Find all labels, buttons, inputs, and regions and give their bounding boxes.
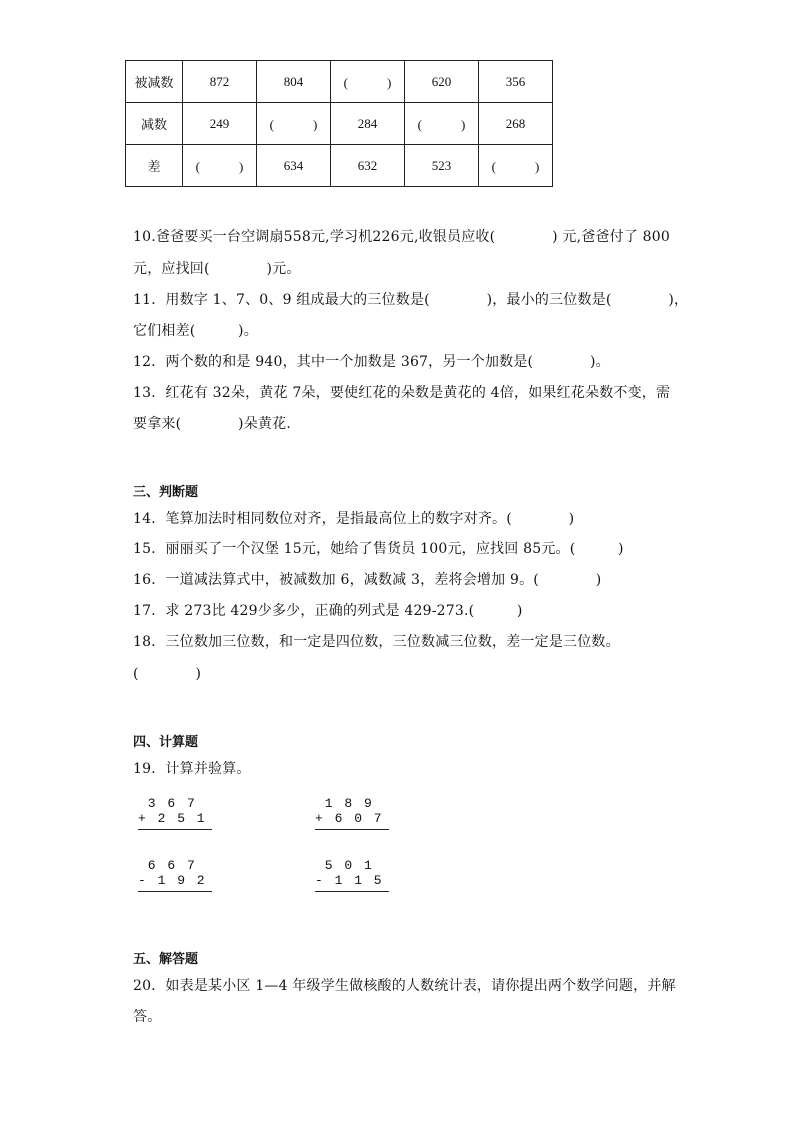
answer-blank[interactable]: ( ) — [479, 145, 553, 187]
section-heading-judgment: 三、判断题 — [133, 485, 199, 500]
calc-bottom-number: - 1 1 5 — [315, 873, 384, 888]
table-cell: 632 — [331, 145, 405, 187]
calc-bottom-number: - 1 9 2 — [138, 873, 207, 888]
question-13-line-1: 13．红花有 32朵，黄花 7朵，要使红花的朵数是黄花的 4倍，如果红花朵数不变，需 — [133, 385, 671, 401]
answer-blank[interactable]: ( ) — [183, 145, 257, 187]
vertical-calculation — [138, 858, 212, 892]
question-17: 17．求 273比 429少多少，正确的列式是 429-273.( ) — [133, 603, 523, 619]
calc-bottom-number: + 2 5 1 — [138, 811, 207, 826]
answer-blank[interactable]: ( ) — [257, 103, 331, 145]
table-row — [126, 103, 553, 145]
question-15: 15．丽丽买了一个汉堡 15元，她给了售货员 100元，应找回 85元。( ) — [133, 541, 624, 557]
calc-top-number: 3 6 7 — [138, 796, 197, 811]
calc-rule — [315, 891, 389, 892]
vertical-calculation — [138, 796, 212, 830]
calc-top-number: 1 8 9 — [315, 796, 374, 811]
answer-blank[interactable]: ( ) — [331, 61, 405, 103]
section-heading-calculation: 四、计算题 — [133, 735, 199, 750]
vertical-calculation — [315, 858, 389, 892]
question-18-line-2: ( ) — [133, 666, 202, 682]
question-14: 14．笔算加法时相同数位对齐，是指最高位上的数字对齐。( ) — [133, 511, 575, 527]
subtraction-table — [125, 60, 553, 187]
vertical-calculation — [315, 796, 389, 830]
question-12: 12．两个数的和是 940，其中一个加数是 367，另一个加数是( )。 — [133, 354, 610, 370]
table-cell: 620 — [405, 61, 479, 103]
calc-top-number: 5 0 1 — [315, 858, 374, 873]
question-19: 19．计算并验算。 — [133, 761, 251, 777]
row-header: 减数 — [126, 103, 183, 145]
section-heading-answers: 五、解答题 — [133, 952, 199, 967]
question-18-line-1: 18．三位数加三位数，和一定是四位数，三位数减三位数，差一定是三位数。 — [133, 634, 620, 650]
question-11-line-1: 11．用数字 1、7、0、9 组成最大的三位数是( )，最小的三位数是( )， — [133, 292, 689, 308]
table-cell: 284 — [331, 103, 405, 145]
table-cell: 872 — [183, 61, 257, 103]
question-13-line-2: 要拿来( )朵黄花． — [133, 416, 301, 432]
question-16: 16．一道减法算式中，被减数加 6，减数减 3，差将会增加 9。( ) — [133, 572, 602, 588]
calc-rule — [138, 891, 212, 892]
calc-rule — [315, 829, 389, 830]
table-cell: 268 — [479, 103, 553, 145]
table-cell: 356 — [479, 61, 553, 103]
answer-blank[interactable]: ( ) — [405, 103, 479, 145]
table-cell: 523 — [405, 145, 479, 187]
calc-top-number: 6 6 7 — [138, 858, 197, 873]
row-header: 差 — [126, 145, 183, 187]
question-11-line-2: 它们相差( )。 — [133, 323, 258, 339]
table-row — [126, 61, 553, 103]
question-20-line-2: 答。 — [133, 1009, 162, 1025]
calc-bottom-number: + 6 0 7 — [315, 811, 384, 826]
question-20-line-1: 20．如表是某小区 1—4 年级学生做核酸的人数统计表，请你提出两个数学问题，并解 — [133, 978, 676, 994]
question-10-line-2: 元，应找回( )元。 — [133, 261, 301, 277]
calc-rule — [138, 829, 212, 830]
table-cell: 249 — [183, 103, 257, 145]
table-cell: 804 — [257, 61, 331, 103]
table-row — [126, 145, 553, 187]
question-10-line-1: 10.爸爸要买一台空调扇558元,学习机226元,收银员应收( ) 元,爸爸付了 800 — [133, 229, 671, 245]
row-header: 被减数 — [126, 61, 183, 103]
table-cell: 634 — [257, 145, 331, 187]
